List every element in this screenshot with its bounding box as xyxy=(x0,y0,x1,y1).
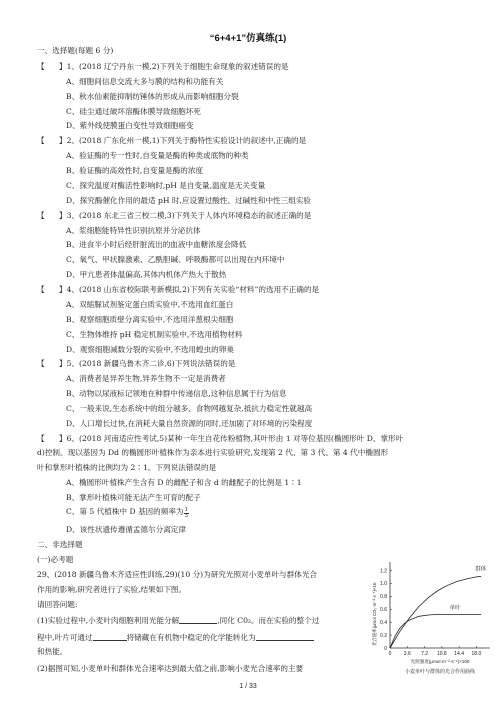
question-1-stem: 【 】1、(2018 辽宁丹东一模,2)下列关于细胞生命现象的叙述错误的是 xyxy=(37,62,289,71)
answer-blank xyxy=(256,632,314,641)
fraction: $\frac{1}{3}$ xyxy=(184,507,189,519)
answer-blank xyxy=(93,632,127,641)
question-5-option-a: A、消费者是异养生物,异养生物不一定是消费者 xyxy=(66,374,226,383)
question-6-option-a: A、椭圆形叶植株产生含有 D 的雌配子和含 d 的雌配子的比例是 1∶1 xyxy=(66,478,302,487)
x-tick-label: 18.0 xyxy=(471,651,482,657)
question-3-option-a: A、浆细胞能特异性识别抗原并分泌抗体 xyxy=(66,226,201,235)
page-title: “6+4+1”仿真练(1) xyxy=(209,33,287,44)
question-3-option-b: B、进食半小时后经肝脏流出的血液中血糖浓度会降低 xyxy=(66,240,247,249)
answer-blank xyxy=(179,615,217,624)
question-2-option-d: D、探究酶催化作用的最适 pH 时,应设置过酸性、过碱性和中性三组实验 xyxy=(66,196,312,205)
question-6-stem-line-2: d)控制。现以基因为 Dd 的椭圆形叶植株作为亲本进行实验研究,发现第 2 代、第 3 代、第 4 代中椭圆形 xyxy=(37,448,389,457)
question-3-option-d: D、甲亢患者体温偏高,其体内机体产热大于散热 xyxy=(66,270,227,279)
y-tick-label: 0.8 xyxy=(380,594,387,601)
question-2-option-a: A、验证酶的专一性时,自变量是酶的种类或底物的种类 xyxy=(66,151,249,160)
series-label-2: 单叶 xyxy=(449,605,461,612)
question-2-stem: 【 】2、(2018 广东化州一模,1)下列关于酶特性实验设计的叙述中,正确的是 xyxy=(37,136,307,145)
y-axis-label: 光合速率(μmol CO₂·m⁻²·s⁻¹)×10 xyxy=(372,582,377,646)
question-29-line-1: 29、(2018 新疆乌鲁木齐适应性训练,29)(10 分)为研究光照对小麦单叶与群体光合 xyxy=(37,570,318,579)
y-tick-label: 1.0 xyxy=(380,581,387,588)
x-tick-label: 0 xyxy=(388,651,392,657)
x-axis-label: 光照强度(μmol·m⁻²·s⁻¹)×100 xyxy=(410,659,470,664)
y-tick-label: 0.6 xyxy=(380,607,387,614)
section-heading-nonchoice: 二、非选择题 xyxy=(37,540,83,549)
question-5-option-b: B、动物以尿液标记领地在种群中传递信息,这种信息属于行为信息 xyxy=(66,389,287,398)
y-tick-label: 1.2 xyxy=(380,568,387,575)
question-4-option-d: D、观察细胞减数分裂的实验中,不选用蝗虫的卵巢 xyxy=(66,345,234,354)
question-5-option-c: C、一般来说,生态系统中的组分越多、食物网越复杂,抵抗力稳定性就越高 xyxy=(66,404,313,413)
series-line-1 xyxy=(390,576,481,648)
question-4-option-c: C、生物体维持 pH 稳定机制实验中,不选用植物材料 xyxy=(66,330,243,339)
y-tick-label: 0 xyxy=(384,645,387,652)
question-4-option-b: B、观察细胞质壁分离实验中,不选用洋葱根尖细胞 xyxy=(66,315,234,324)
question-6-stem-line-3: 叶和掌形叶植株的比例均为 2∶1。下列说法错误的是 xyxy=(37,463,217,472)
question-6-stem-line-1: 【 】6、(2018 河南适应性考试,5)某种一年生自花传粉植物,其叶形由 1 对等位基因(椭圆形叶 D、掌形叶 xyxy=(37,434,404,443)
question-6-option-b: B、掌形叶植株可能无法产生可育的配子 xyxy=(66,493,201,502)
x-tick-label: 3.6 xyxy=(403,651,411,657)
section-heading-choice: 一、选择题(每题 6 分) xyxy=(37,46,114,55)
question-5-option-d: D、人口增长过快,在消耗大量自然资源的同时,还加剧了对环境的污染程度 xyxy=(66,419,313,428)
y-tick-label: 0.4 xyxy=(380,619,387,626)
question-1-option-a: A、细胞间信息交流大多与膜的结构和功能有关 xyxy=(66,77,224,86)
x-tick-label: 14.4 xyxy=(454,651,464,657)
question-29-part-1-line-1: (1)实验过程中,小麦叶肉细胞利用光能分解 ,同化 C0₂。而在实验的整个过 xyxy=(37,616,320,625)
question-2-option-c: C、探究温度对酶活性影响时,pH 是自变量,温度是无关变量 xyxy=(66,181,266,190)
photosynthesis-chart xyxy=(370,556,492,676)
question-4-option-a: A、双缩脲试剂鉴定蛋白质实验中,不选用血红蛋白 xyxy=(66,300,234,309)
x-tick-label: 7.2 xyxy=(421,651,429,657)
y-tick-label: 0.2 xyxy=(380,632,387,639)
question-29-part-2-line-1: (2)据图可知,小麦单叶和群体光合速率达到最大值之前,影响小麦光合速率的主要 xyxy=(37,664,304,673)
subsection-heading: (一)必考题 xyxy=(37,555,74,564)
question-6-option-c: C、第 5 代植株中 D 基因的频率为 $\frac{1}{3}$ xyxy=(66,507,189,519)
question-29-line-2: 作用的影响,研究者进行了实验,结果如下图。 xyxy=(37,585,187,594)
question-4-stem: 【 】4、(2018 山东省校际联考新模拟,2)下列有关实验“材料”的选用不正确的是 xyxy=(37,285,320,294)
question-1-option-b: B、秋水仙素能抑制纺锤体的形成从而影响细胞分裂 xyxy=(66,92,239,101)
question-3-option-c: C、氧气、甲状腺激素、乙酰胆碱、呼吸酶都可以出现在内环境中 xyxy=(66,255,285,264)
chart-caption: 小麦单叶与群体的光合作用曲线 xyxy=(404,669,476,675)
question-1-option-c: C、硅尘通过破坏溶酶体膜导致细胞坏死 xyxy=(66,107,201,116)
question-6-option-d: D、该性状遗传遵循孟德尔分离定律 xyxy=(66,525,186,534)
question-29-part-1-line-3: 和热能。 xyxy=(37,647,68,656)
question-3-stem: 【 】3、(2018 东北三省三校二模,3)下列关于人体内环境稳态的叙述正确的是 xyxy=(37,211,312,220)
question-1-option-d: D、紫外线使膜蛋白变性导致细胞癌变 xyxy=(66,121,194,130)
page-number: 1 / 33 xyxy=(239,683,257,690)
series-label-1: 群体 xyxy=(475,566,487,573)
x-tick-label: 10.8 xyxy=(436,651,447,657)
question-2-option-b: B、验证酶的高效性时,自变量是酶的浓度 xyxy=(66,166,204,175)
question-29-line-3: 请回答问题: xyxy=(37,600,78,609)
series-line-2 xyxy=(390,614,481,648)
question-5-stem: 【 】5、(2018 新疆乌鲁木齐二诊,6)下列说法错误的是 xyxy=(37,359,236,368)
question-29-part-1-line-2: 程中,叶片可通过 将储藏在有机物中稳定的化学能转化为 xyxy=(37,632,314,643)
